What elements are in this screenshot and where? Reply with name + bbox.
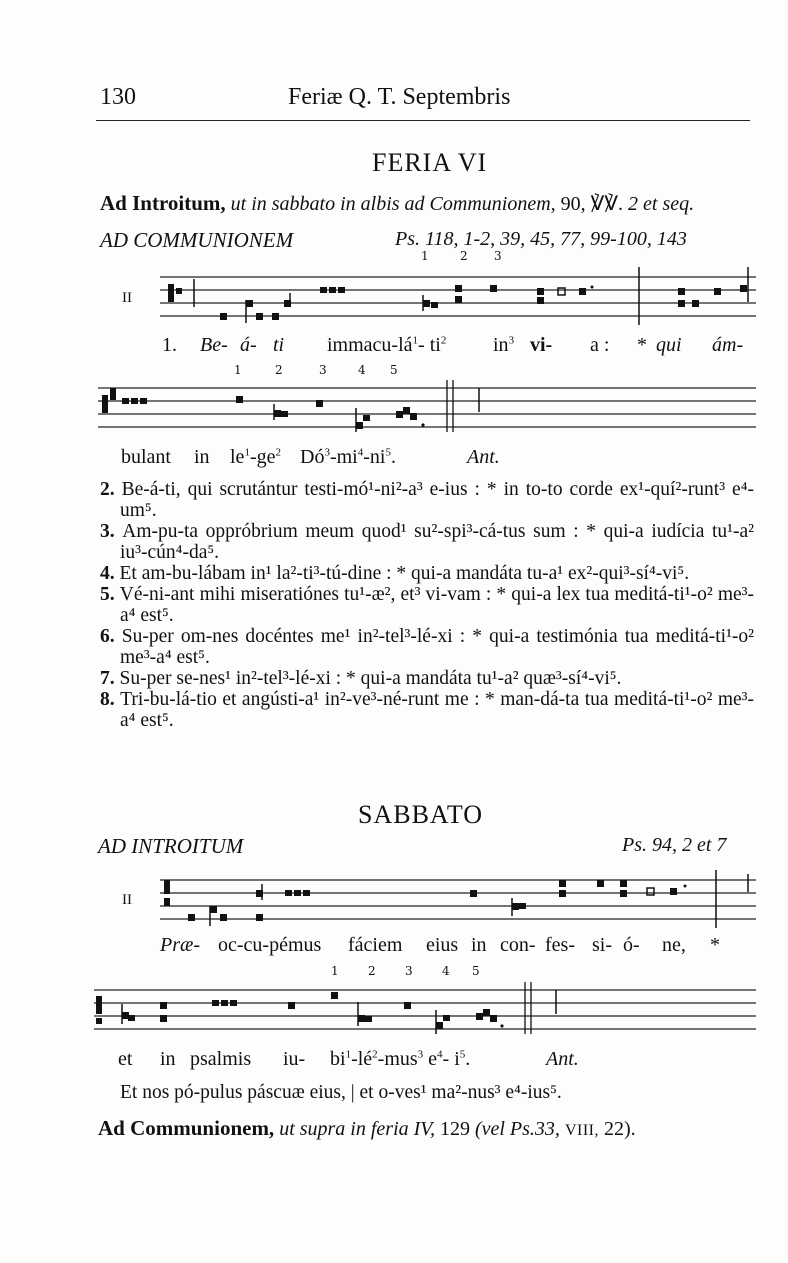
staff4-num-2: 2 <box>368 964 376 978</box>
lyric-word: psalmis <box>190 1048 252 1070</box>
lyric-verse-number: 1. <box>162 334 177 356</box>
accent-num: 1 <box>412 334 419 347</box>
lyric-word: bulant <box>121 446 171 468</box>
sabbato-psalm: Ps. 94, 2 et 7 <box>622 834 727 856</box>
lyric-syllable: si- <box>592 934 612 956</box>
verse-number: 3. <box>100 521 123 542</box>
introit-label-sabbato: AD INTROITUM <box>98 834 244 858</box>
lyric-part: immacu-lá <box>327 334 413 356</box>
lyric-word: eius <box>426 934 459 956</box>
verse-number: 4. <box>100 563 120 584</box>
accent-num: 5 <box>459 1048 466 1061</box>
verse <box>100 584 754 626</box>
introit-rest: ut in sabbato in albis ad Communionem, <box>230 193 556 215</box>
staff4-num-4: 4 <box>442 964 450 978</box>
chant-staff-2 <box>98 380 756 442</box>
lyric-word <box>330 1048 470 1071</box>
accent-num: 2 <box>372 1048 378 1061</box>
lyric-word <box>493 334 514 357</box>
verse <box>100 626 755 668</box>
sabbato-verse <box>120 1082 562 1103</box>
lyric-part: -lé <box>351 1048 373 1070</box>
verse-text: Be-á-ti, qui scrutántur testi-mó¹-ni²-a³ e-ius : * in to-to corde ex¹-quí²-runt³ e⁴-um⁵. <box>120 479 754 521</box>
staff4-num-3: 3 <box>405 964 413 978</box>
lyric-word: in <box>194 446 210 468</box>
lyric-part: - i <box>442 1048 460 1070</box>
lyric-part: -mus <box>377 1048 418 1070</box>
introit-rubric <box>100 191 694 216</box>
accent-num: 3 <box>417 1048 424 1061</box>
lyric-word: et <box>118 1048 133 1070</box>
introit-label: Ad Introitum, <box>100 191 226 215</box>
lyric-part: . <box>465 1048 471 1070</box>
lyric-syllable: ti <box>273 334 285 356</box>
verse-text: Vé-ni-ant mihi miseratiónes tu¹-æ², et³ vi-vam : * qui-a lex tua meditá-ti¹-o² me³-a⁴ est⁵. <box>119 584 754 626</box>
verse <box>100 479 754 521</box>
staff2-num-2: 2 <box>275 363 283 377</box>
lyric-syllable: Præ- <box>160 934 200 956</box>
staff4-num-5: 5 <box>472 964 480 978</box>
communion-rubric-rest: ut supra in feria IV, <box>279 1118 435 1140</box>
accent-num: 5 <box>385 446 391 459</box>
communion-rubric-ref: 129 <box>439 1118 470 1140</box>
staff1-num-3: 3 <box>494 249 502 263</box>
accent-num: 4 <box>357 446 364 459</box>
accent-num: 4 <box>437 1048 443 1061</box>
lyric-part: Dó <box>300 446 325 468</box>
lyric-part: bi <box>330 1048 346 1070</box>
introit-ref: 90, <box>560 193 586 215</box>
introit-tail: 2 et seq. <box>628 193 695 215</box>
verse-number: 8. <box>100 689 121 710</box>
lyric-word: fáciem <box>348 934 403 956</box>
verse <box>100 689 755 731</box>
accent-num: 3 <box>508 334 515 347</box>
verse <box>100 563 754 584</box>
antiphon-label: Ant. <box>546 1048 579 1070</box>
staff2-num-1: 1 <box>234 363 242 377</box>
staff1-num-1: 1 <box>421 249 429 263</box>
verse-text: Am-pu-ta oppróbrium meum quod¹ su²-spi³-cá-tus sum : * qui-a iudícia tu¹-a² iu³-cún⁴-da⁵. <box>120 521 755 563</box>
verse-number: 2. <box>100 479 122 500</box>
verse-number: 6. <box>100 626 122 647</box>
staff1-num-2: 2 <box>460 249 468 263</box>
verse-list <box>100 479 754 731</box>
lyric-part: - ti <box>418 334 441 356</box>
chant-staff-3 <box>160 870 756 936</box>
verse-text: Su-per om-nes docéntes me¹ in²-tel³-lé-xi : * qui-a testimónia tua meditá-ti¹-o² me³-a⁴ est⁵. <box>120 626 755 668</box>
communion-rubric-label: Ad Communionem, <box>98 1116 275 1140</box>
verse-text: Et am-bu-lábam in¹ la²-ti³-tú-dine : * qui-a mandáta tu-a¹ ex²-qui³-sí⁴-vi⁵. <box>119 563 690 584</box>
verse-number: 5. <box>100 584 120 605</box>
lyric-part: e <box>428 1048 438 1070</box>
verse-number: 7. <box>100 668 120 689</box>
accent-num: 1 <box>244 446 250 459</box>
communion-label: AD COMMUNIONEM <box>100 228 294 252</box>
lyric-part: . <box>390 446 396 468</box>
lyric-word: oc-cu-pémus <box>218 934 322 956</box>
communion-rubric-paren: (vel Ps.33, <box>474 1118 560 1140</box>
lyric-syllable: ám- <box>712 334 744 356</box>
lyric-syllable: iu- <box>283 1048 306 1070</box>
versicle-symbol: ℣℣. <box>590 193 624 215</box>
verses-container <box>100 479 754 731</box>
lyric-syllable: ne, <box>662 934 686 956</box>
communion-rubric-roman: VIII, <box>564 1122 599 1139</box>
lyric-syllable: Be- <box>200 334 228 356</box>
lyric-syllable: á- <box>240 334 257 356</box>
lyric-word <box>327 334 446 357</box>
communion-psalm: Ps. 118, 1-2, 39, 45, 77, 99-100, 143 <box>395 228 687 250</box>
lyric-syllable: fes- <box>545 934 575 956</box>
chant-staff-1 <box>160 267 756 333</box>
communion-rubric-end: 22). <box>603 1118 636 1140</box>
staff4-num-1: 1 <box>331 964 339 978</box>
page-number: 130 <box>100 84 136 110</box>
lyric-word <box>300 446 396 469</box>
lyric-part: -mi <box>329 446 358 468</box>
chant-staff-4 <box>94 982 756 1044</box>
antiphon-label: Ant. <box>467 446 500 468</box>
feria-title: FERIA VI <box>372 148 488 177</box>
lyric-syllable: con- <box>500 934 536 956</box>
lyric-syllable: qui <box>656 334 682 356</box>
accent-num: 3 <box>324 446 330 459</box>
communion-rubric <box>98 1116 636 1141</box>
mode-indicator: II <box>122 892 132 908</box>
accent-num: 2 <box>440 334 447 347</box>
lyric-word: in <box>471 934 487 956</box>
lyric-syllable: a : <box>590 334 610 356</box>
verse <box>100 668 754 689</box>
lyric-syllable: vi- <box>530 334 553 356</box>
asterisk: * <box>710 934 720 956</box>
lyric-syllable: ó- <box>623 934 640 956</box>
staff2-num-3: 3 <box>319 363 327 377</box>
lyric-word: in <box>160 1048 176 1070</box>
accent-num: 2 <box>275 446 281 459</box>
verse-text: Tri-bu-lá-tio et angústi-a¹ in²-ve³-né-runt me : * man-dá-ta tua meditá-ti¹-o² me³-a⁴ est⁵. <box>120 689 755 731</box>
running-title: Feriæ Q. T. Septembris <box>288 84 511 110</box>
accent-num: 1 <box>345 1048 352 1061</box>
header-rule <box>96 120 750 121</box>
sabbato-title: SABBATO <box>358 800 484 829</box>
verse-text: Su-per se-nes¹ in²-tel³-lé-xi : * qui-a mandáta tu¹-a² quæ³-sí⁴-vi⁵. <box>119 668 622 689</box>
sabbato-verse-text: Et nos pó-pulus páscuæ eius, | et o-ves¹ ma²-nus³ e⁴-ius⁵. <box>120 1082 562 1103</box>
staff2-num-5: 5 <box>390 363 398 377</box>
mode-indicator: II <box>122 290 132 306</box>
lyric-part: le <box>230 446 245 468</box>
lyric-word <box>230 446 281 469</box>
staff2-num-4: 4 <box>358 363 366 377</box>
lyric-part: -ge <box>249 446 276 468</box>
lyric-part: -ni <box>363 446 386 468</box>
lyric-part: in <box>493 334 509 356</box>
asterisk: * <box>637 334 647 356</box>
verse <box>100 521 755 563</box>
